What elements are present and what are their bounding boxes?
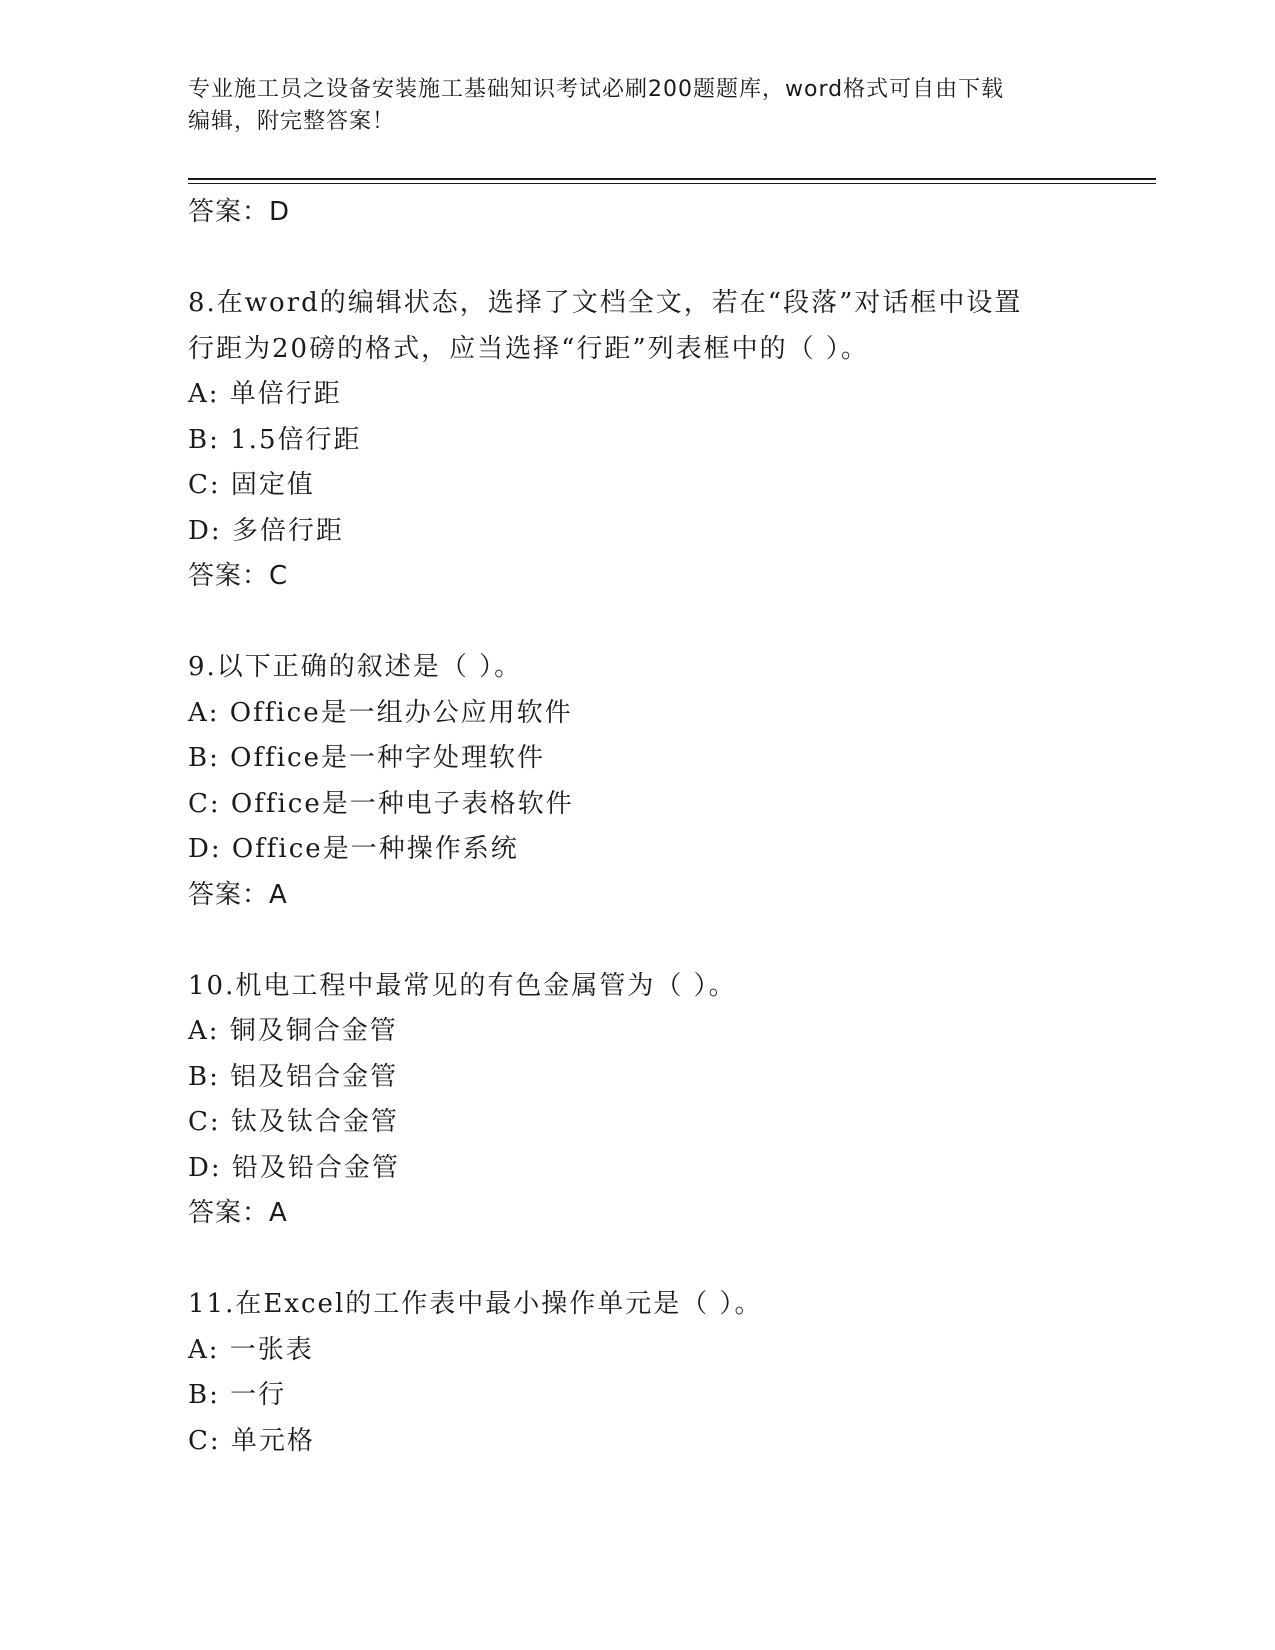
- answer-line: 答案：C: [188, 561, 289, 591]
- header-rule-thin: [188, 183, 1156, 184]
- option-a: A: Office是一组办公应用软件: [188, 697, 573, 728]
- question-block: [188, 1282, 1128, 1464]
- question-block: [188, 964, 1128, 1237]
- spacer: [188, 918, 1128, 964]
- spacer: [188, 600, 1128, 646]
- spacer: [188, 236, 1128, 282]
- option-b: B: Office是一种字处理软件: [188, 743, 545, 773]
- question-stem: 行距为20磅的格式，应当选择“行距”列表框中的（ ）。: [188, 333, 869, 364]
- question-stem: 9.以下正确的叙述是（ ）。: [188, 652, 523, 682]
- option-d: D: 铅及铅合金管: [188, 1152, 400, 1183]
- option-a: A: 铜及铜合金管: [188, 1016, 398, 1046]
- question-stem: 10.机电工程中最常见的有色金属管为（ ）。: [188, 970, 737, 1001]
- question-block: [188, 281, 1128, 600]
- header-line-1: 专业施工员之设备安装施工基础知识考试必刷200题题库，word格式可自由下载: [188, 77, 1005, 102]
- question-block: [188, 645, 1128, 918]
- spacer: [188, 1237, 1128, 1283]
- answer-line: 答案：D: [188, 197, 291, 227]
- option-b: B: 铝及铝合金管: [188, 1061, 399, 1092]
- header-line-2: 编辑，附完整答案！: [188, 109, 396, 134]
- option-d: D: 多倍行距: [188, 515, 344, 546]
- option-b: B: 一行: [188, 1380, 287, 1410]
- option-c: C: 固定值: [188, 470, 315, 500]
- document-body: [188, 190, 1128, 1464]
- answer-line: 答案：A: [188, 1198, 288, 1228]
- option-a: A: 单倍行距: [188, 379, 342, 409]
- option-d: D: Office是一种操作系统: [188, 834, 519, 864]
- header-rule-thick: [188, 178, 1156, 180]
- option-a: A: 一张表: [188, 1334, 314, 1365]
- question-stem: 8.在word的编辑状态，选择了文档全文，若在“段落”对话框中设置: [188, 288, 1023, 318]
- question-stem: 11.在Excel的工作表中最小操作单元是（ ）。: [188, 1289, 763, 1319]
- document-header: [188, 74, 1068, 138]
- answer-line: 答案：A: [188, 879, 288, 910]
- option-c: C: 单元格: [188, 1425, 315, 1456]
- option-c: C: 钛及钛合金管: [188, 1107, 399, 1137]
- option-c: C: Office是一种电子表格软件: [188, 788, 574, 819]
- option-b: B: 1.5倍行距: [188, 424, 362, 455]
